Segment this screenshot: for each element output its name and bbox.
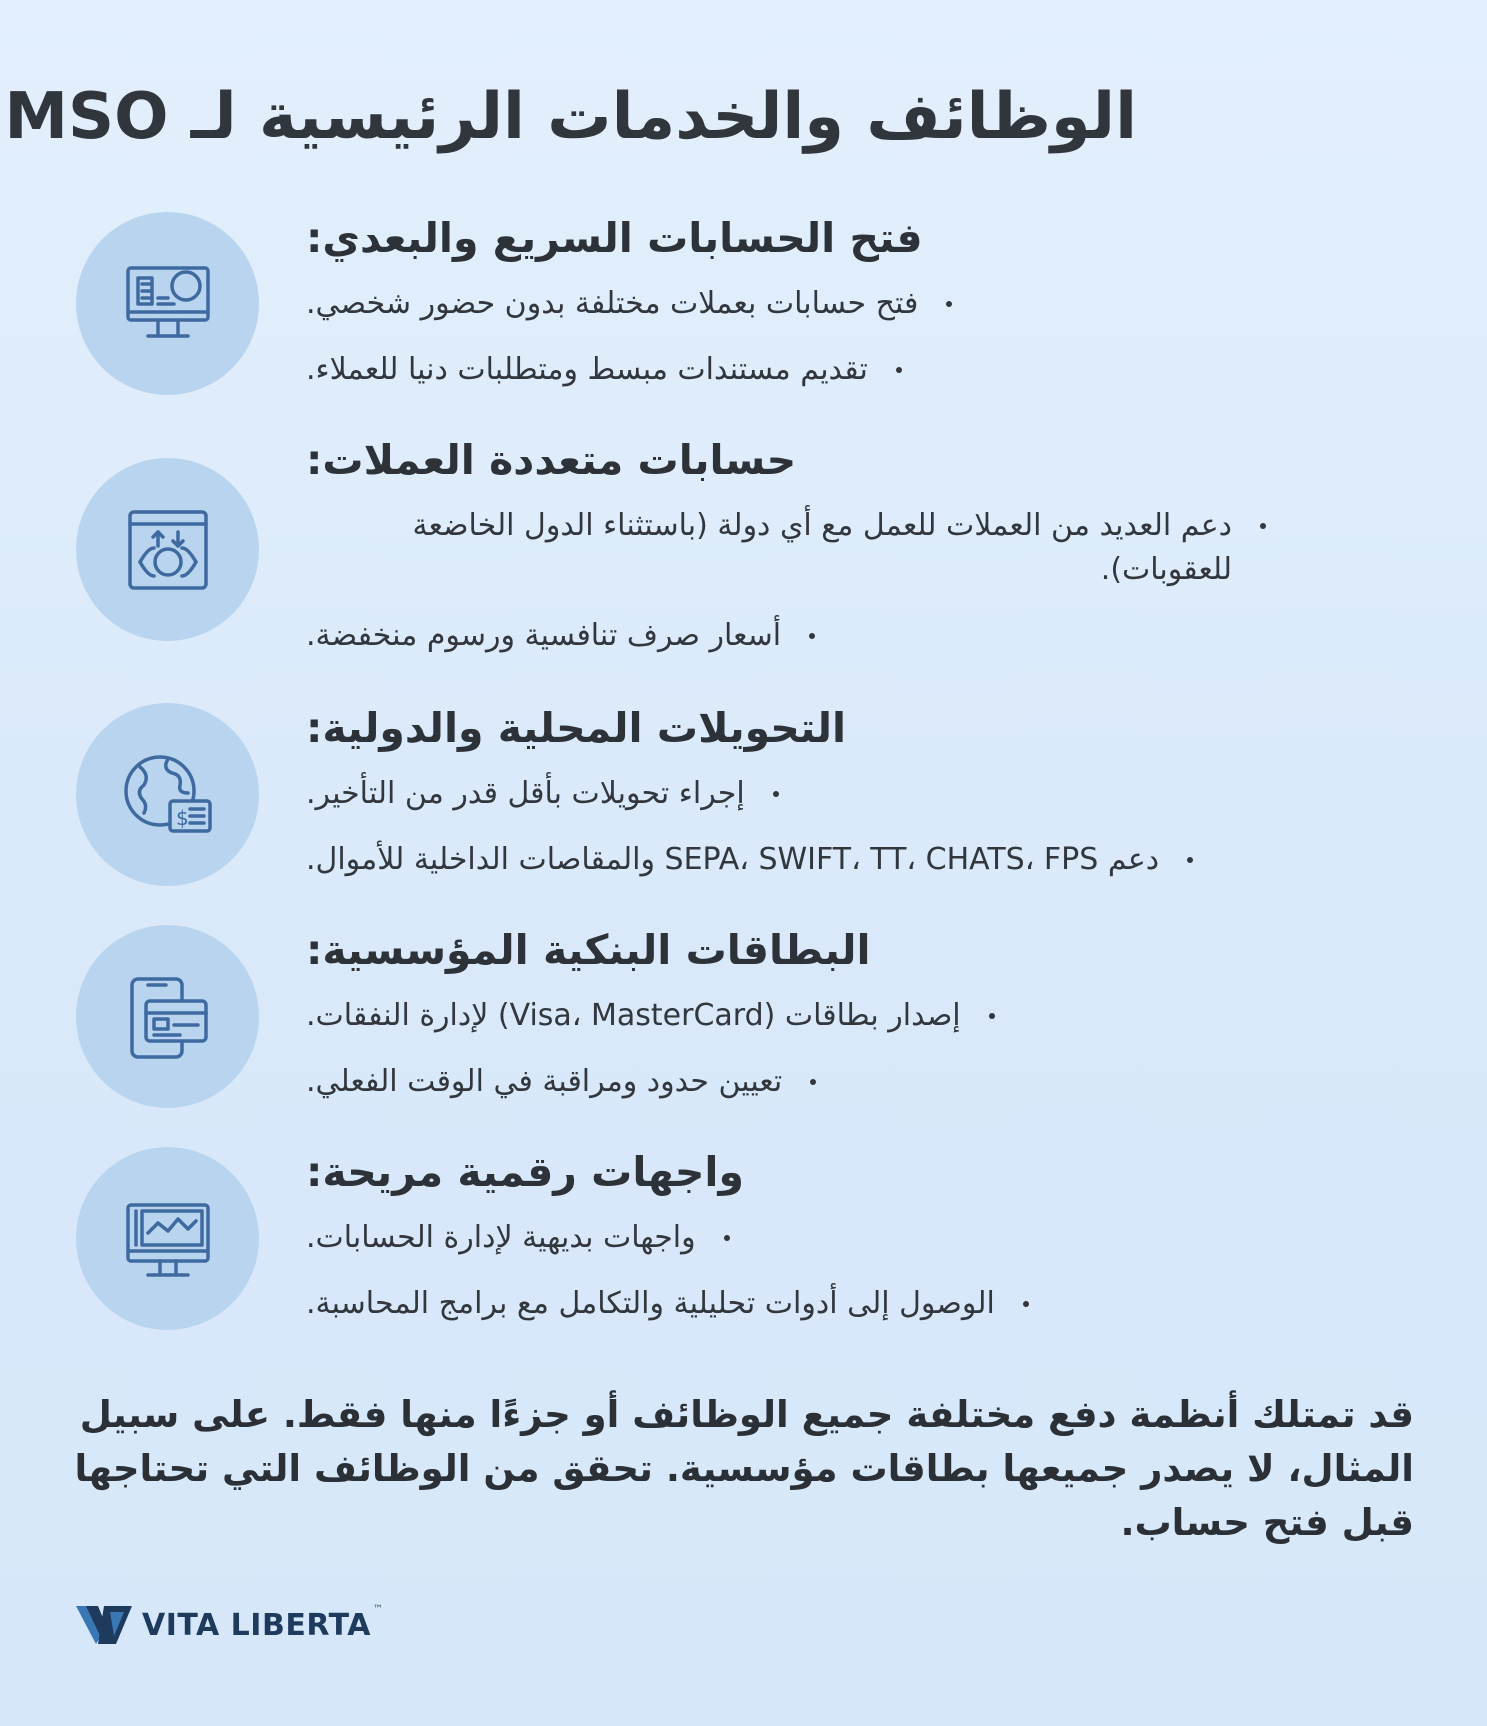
list-item: تقديم مستندات مبسط ومتطلبات دنيا للعملاء. bbox=[306, 348, 1366, 414]
list-item: فتح حسابات بعملات مختلفة بدون حضور شخصي. bbox=[306, 282, 1366, 348]
bullet-list bbox=[306, 504, 1366, 680]
section-title: التحويلات المحلية والدولية: bbox=[306, 704, 847, 752]
section-title: واجهات رقمية مريحة: bbox=[306, 1148, 744, 1196]
section-text bbox=[306, 434, 1366, 680]
logo-text: VITA LIBERTA bbox=[142, 1607, 371, 1643]
list-item: أسعار صرف تنافسية ورسوم منخفضة. bbox=[306, 614, 1366, 680]
footer-note: قد تمتلك أنظمة دفع مختلفة جميع الوظائف أو جزءًا منها فقط. على سبيل المثال، لا يصدر جميعها بطاقات مؤسسية. تحقق من الوظائف التي تحتاجها قبل فتح حساب. bbox=[74, 1393, 1414, 1544]
icon-circle bbox=[76, 212, 259, 395]
bullet-list bbox=[306, 1216, 1366, 1348]
icon-circle bbox=[76, 458, 259, 641]
icon-circle bbox=[76, 703, 259, 886]
list-item: إجراء تحويلات بأقل قدر من التأخير. bbox=[306, 772, 1366, 838]
section-title: فتح الحسابات السريع والبعدي: bbox=[306, 214, 923, 262]
section-text bbox=[306, 924, 1366, 1126]
brand-logo bbox=[76, 1604, 383, 1646]
page-title: الوظائف والخدمات الرئيسية لـ MSO bbox=[4, 80, 1137, 154]
bullet-list bbox=[306, 772, 1366, 904]
section-text bbox=[306, 1146, 1366, 1348]
icon-circle bbox=[76, 1147, 259, 1330]
list-item: واجهات بديهية لإدارة الحسابات. bbox=[306, 1216, 1366, 1282]
list-item: الوصول إلى أدوات تحليلية والتكامل مع برامج المحاسبة. bbox=[306, 1282, 1366, 1348]
vita-liberta-logo-icon bbox=[76, 1604, 132, 1646]
section-text bbox=[306, 212, 1366, 414]
computer-profile-icon bbox=[118, 254, 218, 354]
list-item: دعم SEPA، SWIFT، TT، CHATS، FPS والمقاصات الداخلية للأموال. bbox=[306, 838, 1366, 904]
svg-text:$: $ bbox=[175, 805, 189, 830]
list-item: تعيين حدود ومراقبة في الوقت الفعلي. bbox=[306, 1060, 1366, 1126]
section-text bbox=[306, 702, 1366, 904]
bullet-list bbox=[306, 282, 1366, 414]
list-item: دعم العديد من العملات للعمل مع أي دولة (باستثناء الدول الخاضعة للعقوبات). bbox=[306, 504, 1366, 614]
monitor-chart-icon bbox=[118, 1189, 218, 1289]
section-title: البطاقات البنكية المؤسسية: bbox=[306, 926, 871, 974]
list-item: إصدار بطاقات (Visa، MasterCard) لإدارة النفقات. bbox=[306, 994, 1366, 1060]
bullet-list bbox=[306, 994, 1366, 1126]
globe-payment-icon bbox=[118, 745, 218, 845]
section-title: حسابات متعددة العملات: bbox=[306, 436, 797, 484]
icon-circle bbox=[76, 925, 259, 1108]
bank-card-icon bbox=[118, 967, 218, 1067]
trademark-mark: ™ bbox=[372, 1603, 383, 1615]
currency-exchange-icon bbox=[118, 500, 218, 600]
